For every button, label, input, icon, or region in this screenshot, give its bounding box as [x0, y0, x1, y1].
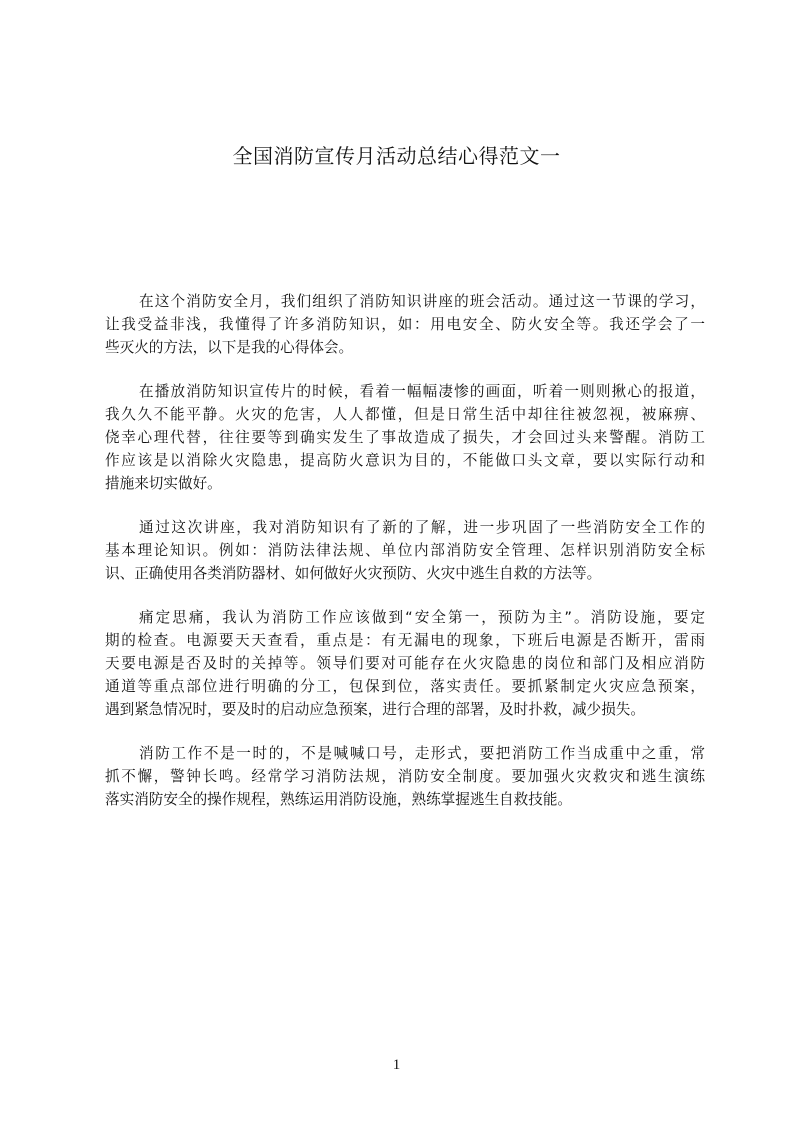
paragraph-line: 识、正确使用各类消防器材、如何做好火灾预防、火灾中逃生自救的方法等。: [105, 565, 602, 582]
paragraph-line: 天要电源是否及时的关掉等。领导们要对可能存在火灾隐患的岗位和部门及相应消防: [105, 655, 705, 672]
document-body: [105, 290, 705, 832]
paragraph-line: 作应该是以消除火灾隐患，提高防火意识为目的，不能做口头文章，要以实际行动和: [105, 452, 705, 469]
paragraph-line: 侥幸心理代替，往往要等到确实发生了事故造成了损失，才会回过头来警醒。消防工: [105, 429, 705, 446]
paragraph-line: 通过这次讲座，我对消防知识有了新的了解，进一步巩固了一些消防安全工作的: [139, 519, 705, 536]
paragraph-line: 遇到紧急情况时，要及时的启动应急预案，进行合理的部署，及时扑救，减少损失。: [105, 701, 645, 718]
paragraph-line: 在这个消防安全月，我们组织了消防知识讲座的班会活动。通过这一节课的学习，: [139, 293, 705, 310]
paragraph-line: 基本理论知识。例如：消防法律法规、单位内部消防安全管理、怎样识别消防安全标: [105, 542, 705, 559]
document-title: 全国消防宣传月活动总结心得范文一: [232, 144, 561, 168]
paragraph-line: 措施来切实做好。: [105, 475, 222, 492]
paragraph-3: [105, 516, 705, 585]
paragraph-line: 痛定思痛，我认为消防工作应该做到“安全第一，预防为主”。消防设施，要定: [139, 609, 705, 626]
paragraph-line: 抓不懈，警钟长鸣。经常学习消防法规，消防安全制度。要加强火灾救灾和逃生演练: [105, 768, 705, 785]
paragraph-1: [105, 290, 705, 359]
page-number: 1: [392, 1057, 401, 1073]
paragraph-line: 落实消防安全的操作规程，熟练运用消防设施，熟练掌握逃生自救技能。: [105, 791, 573, 808]
paragraph-4: [105, 606, 705, 721]
paragraph-5: [105, 742, 705, 811]
paragraph-line: 消防工作不是一时的，不是喊喊口号，走形式，要把消防工作当成重中之重，常: [139, 745, 705, 762]
paragraph-line: 期的检查。电源要天天查看，重点是：有无漏电的现象，下班后电源是否断开，雷雨: [105, 632, 705, 649]
paragraph-2: [105, 380, 705, 495]
paragraph-line: 些灭火的方法，以下是我的心得体会。: [105, 339, 354, 356]
paragraph-line: 在播放消防知识宣传片的时候，看着一幅幅凄惨的画面，听着一则则揪心的报道，: [139, 383, 705, 400]
paragraph-line: 通道等重点部位进行明确的分工，包保到位，落实责任。要抓紧制定火灾应急预案，: [105, 678, 705, 695]
paragraph-line: 我久久不能平静。火灾的危害，人人都懂，但是日常生活中却往往被忽视，被麻痹、: [105, 406, 705, 423]
paragraph-line: 让我受益非浅，我懂得了许多消防知识，如：用电安全、防火安全等。我还学会了一: [105, 316, 705, 333]
